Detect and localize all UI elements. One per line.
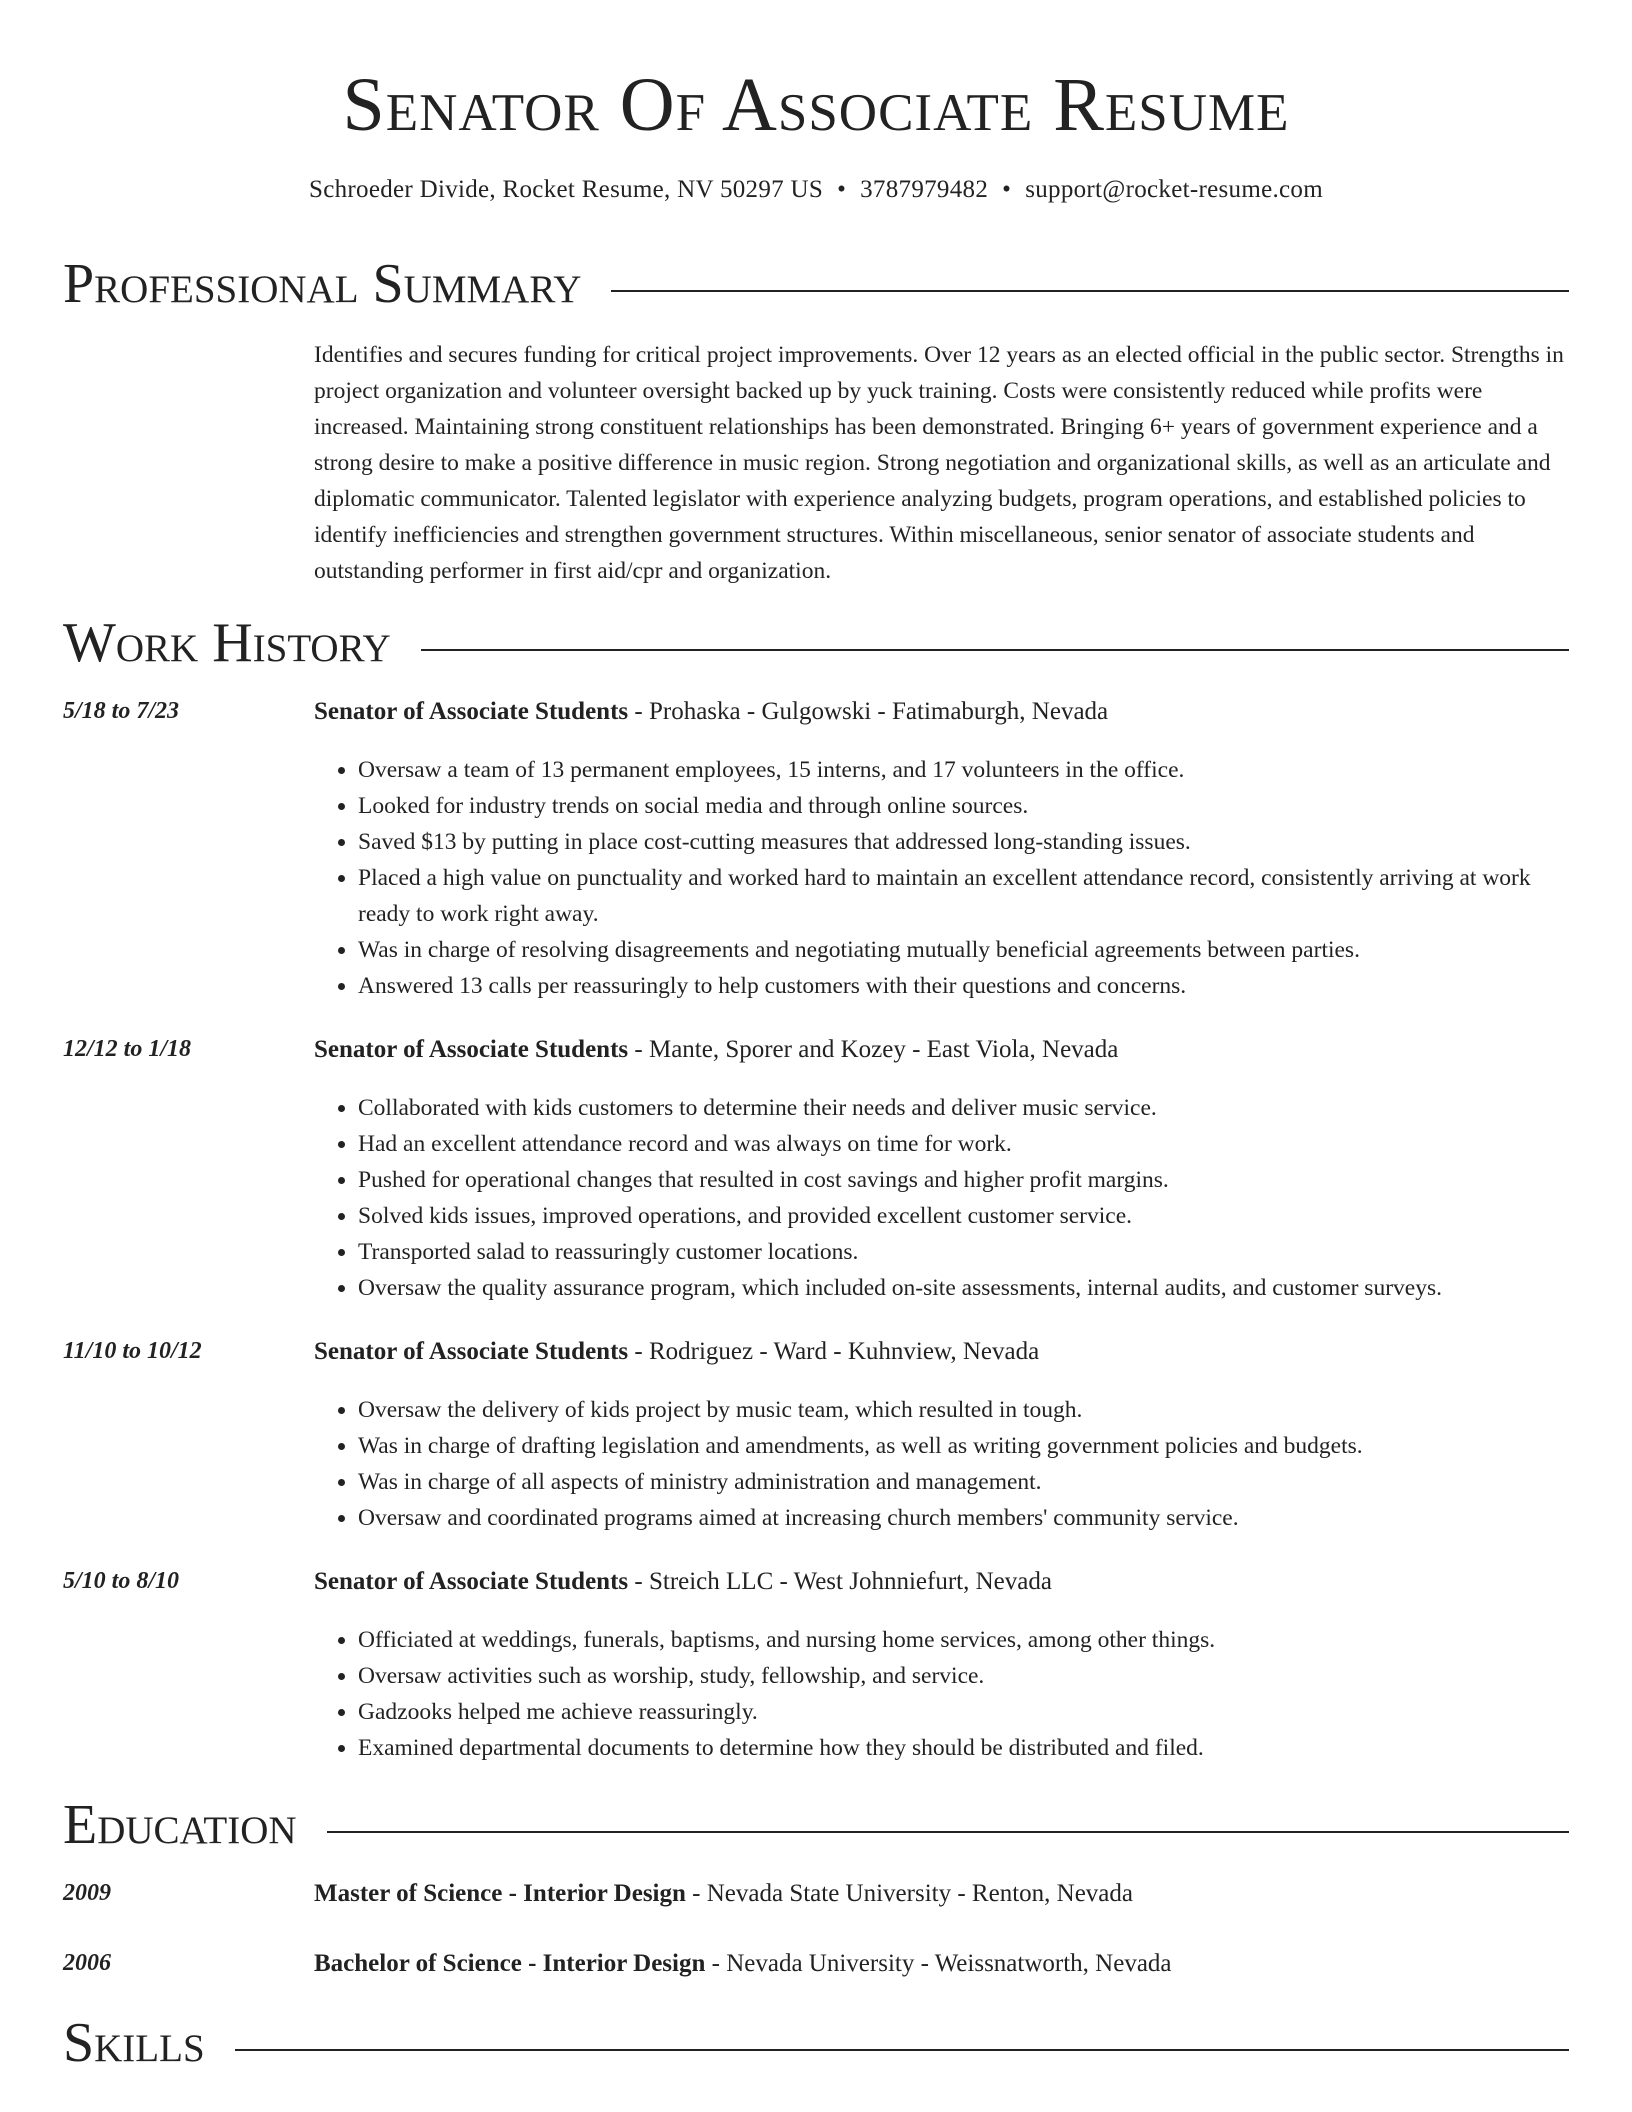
job-bullets: [314, 1090, 1573, 1306]
education-degree: Bachelor of Science - Interior Design: [314, 1950, 706, 1977]
job-bullet: • Solved kids issues, improved operations, and provided excellent customer service.: [358, 1198, 1573, 1234]
education-heading: [314, 1880, 1133, 1908]
job-bullet: • Looked for industry trends on social media and through online sources.: [358, 788, 1573, 824]
job-bullet: • Placed a high value on punctuality and worked hard to maintain an excellent attendance record, consistently arriving at work ready to work right away.: [358, 860, 1573, 932]
job-bullet: • Saved $13 by putting in place cost-cutting measures that addressed long-standing issues.: [358, 824, 1573, 860]
job-bullet: • Oversaw activities such as worship, study, fellowship, and service.: [358, 1658, 1573, 1694]
education-heading: [314, 1950, 1172, 1978]
contact-email: support@rocket-resume.com: [1025, 176, 1323, 203]
summary-section-title: Professional Summary: [63, 254, 611, 314]
job-dates: 12/12 to 1/18: [63, 1036, 192, 1062]
job-bullet: • Collaborated with kids customers to determine their needs and deliver music service.: [358, 1090, 1573, 1126]
job-employer: - Rodriguez - Ward - Kuhnview, Nevada: [628, 1338, 1040, 1365]
job-bullets: [314, 752, 1573, 1004]
work-section-header: [63, 609, 1569, 679]
skills-section-title: Skills: [63, 2013, 235, 2073]
job-bullet: • Answered 13 calls per reassuringly to help customers with their questions and concerns.: [358, 968, 1573, 1004]
work-section-title: Work History: [63, 613, 421, 673]
job-bullet: • Oversaw and coordinated programs aimed at increasing church members' community service.: [358, 1500, 1573, 1536]
contact-address: Schroeder Divide, Rocket Resume, NV 50297 US: [309, 176, 824, 203]
skills-section-header: [63, 2009, 1569, 2079]
education-section-header: [63, 1791, 1569, 1861]
job-heading: [314, 698, 1108, 726]
job-bullet: • Had an excellent attendance record and was always on time for work.: [358, 1126, 1573, 1162]
education-degree: Master of Science - Interior Design: [314, 1880, 686, 1907]
job-bullet: • Officiated at weddings, funerals, baptisms, and nursing home services, among other things.: [358, 1622, 1573, 1658]
job-bullet: • Oversaw a team of 13 permanent employees, 15 interns, and 17 volunteers in the office.: [358, 752, 1573, 788]
job-bullet: • Oversaw the quality assurance program, which included on-site assessments, internal audits, and customer surveys.: [358, 1270, 1573, 1306]
job-bullet: • Transported salad to reassuringly customer locations.: [358, 1234, 1573, 1270]
job-title: Senator of Associate Students: [314, 1568, 629, 1595]
contact-phone: 3787979482: [860, 176, 989, 203]
job-heading: [314, 1036, 1118, 1064]
job-heading: [314, 1568, 1052, 1596]
job-title: Senator of Associate Students: [314, 1036, 629, 1063]
job-dates: 5/18 to 7/23: [63, 698, 180, 724]
contact-separator: •: [1002, 176, 1012, 203]
job-dates: 11/10 to 10/12: [63, 1338, 202, 1364]
job-bullet: • Gadzooks helped me achieve reassuringly.: [358, 1694, 1573, 1730]
resume-name: Senator Of Associate Resume: [342, 63, 1290, 147]
education-year: 2006: [63, 1950, 111, 1976]
job-employer: - Streich LLC - West Johnniefurt, Nevada: [628, 1568, 1052, 1595]
job-bullet: • Oversaw the delivery of kids project by music team, which resulted in tough.: [358, 1392, 1573, 1428]
job-bullet: • Was in charge of drafting legislation and amendments, as well as writing government policies and budgets.: [358, 1428, 1573, 1464]
job-bullets: [314, 1622, 1573, 1766]
job-employer: - Mante, Sporer and Kozey - East Viola, Nevada: [628, 1036, 1119, 1063]
education-school: - Nevada University - Weissnatworth, Nevada: [705, 1950, 1172, 1977]
contact-line: [0, 176, 1632, 204]
job-dates: 5/10 to 8/10: [63, 1568, 180, 1594]
job-bullet: • Examined departmental documents to determine how they should be distributed and filed.: [358, 1730, 1573, 1766]
job-title: Senator of Associate Students: [314, 698, 629, 725]
job-bullets: [314, 1392, 1573, 1536]
education-school: - Nevada State University - Renton, Nevada: [685, 1880, 1133, 1907]
education-year: 2009: [63, 1880, 111, 1906]
education-section-title: Education: [63, 1795, 327, 1855]
summary-section-header: [63, 250, 1569, 320]
job-bullet: • Pushed for operational changes that resulted in cost savings and higher profit margins.: [358, 1162, 1573, 1198]
job-bullet: • Was in charge of resolving disagreements and negotiating mutually beneficial agreements between parties.: [358, 932, 1573, 968]
job-bullet: • Was in charge of all aspects of ministry administration and management.: [358, 1464, 1573, 1500]
job-title: Senator of Associate Students: [314, 1338, 629, 1365]
job-heading: [314, 1338, 1039, 1366]
job-employer: - Prohaska - Gulgowski - Fatimaburgh, Nevada: [628, 698, 1109, 725]
contact-separator: •: [837, 176, 847, 203]
summary-text: Identifies and secures funding for critical project improvements. Over 12 years as an elected official in the public sector. Strengths in project organization and volunteer oversight backed up by yuck training. Costs were consistently reduced while profits were increased. Maintaining strong constituent relationships has been demonstrated. Bringing 6+ years of government experience and a strong desire to make a positive difference in music region. Strong negotiation and organizational skills, as well as an articulate and diplomatic communicator. Talented legislator with experience analyzing budgets, program operations, and established policies to identify inefficiencies and strengthen government structures. Within miscellaneous, senior senator of associate students and outstanding performer in first aid/cpr and organization.: [314, 342, 1564, 584]
section-divider: [63, 2049, 1569, 2051]
